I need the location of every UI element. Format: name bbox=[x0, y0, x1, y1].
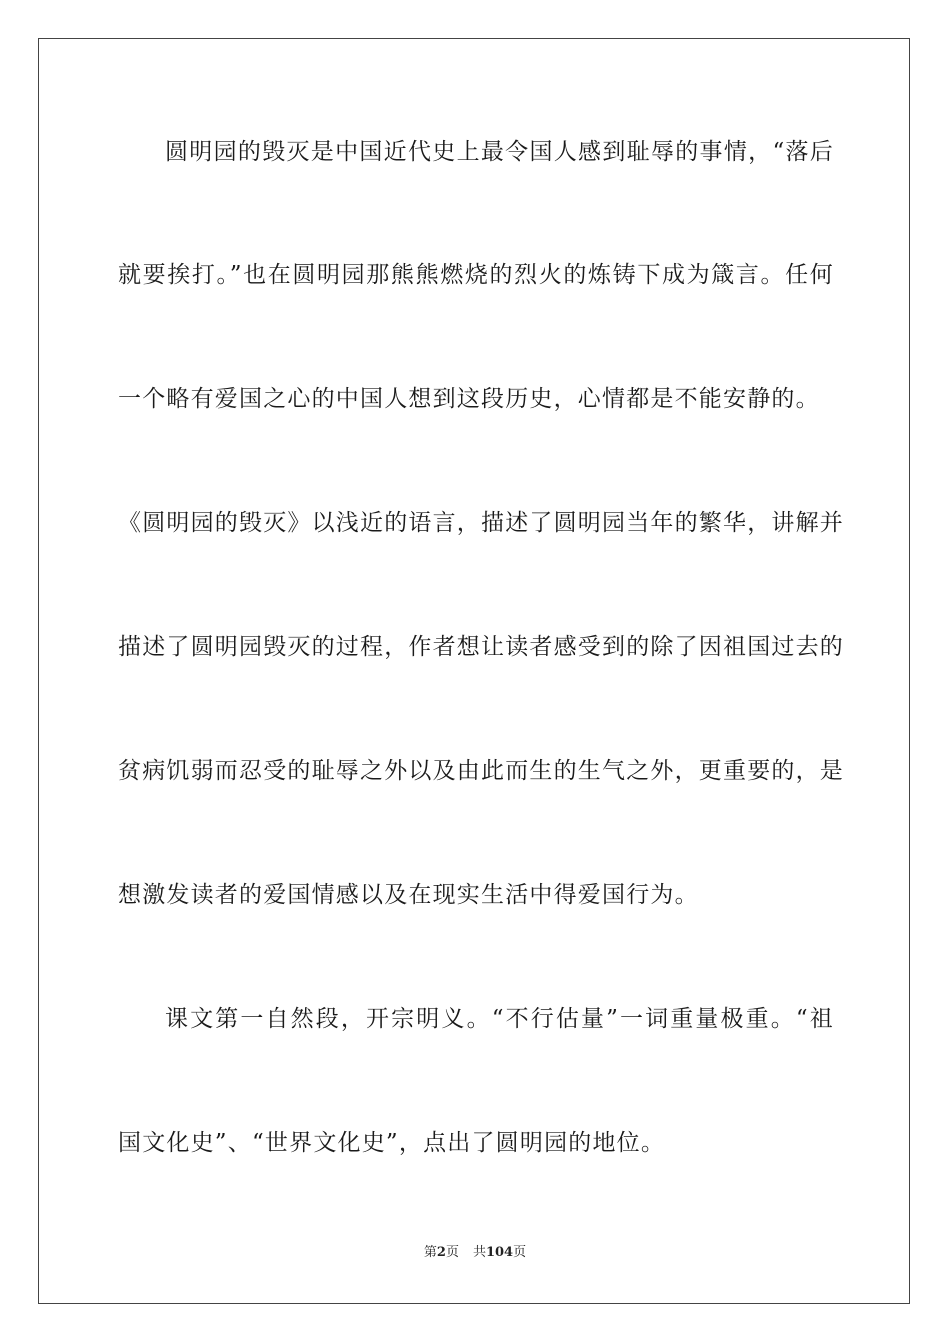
text-line: 国文化史”、“世界文化史”，点出了圆明园的地位。 bbox=[118, 1130, 666, 1156]
page-number: 2 bbox=[436, 1245, 446, 1260]
page-suffix: 页 bbox=[445, 1245, 459, 1260]
text-line: 课文第一自然段，开宗明义。“不行估量”一词重量极重。“祖 bbox=[165, 1006, 834, 1032]
text-line: 想激发读者的爱国情感以及在现实生活中得爱国行为。 bbox=[118, 882, 699, 908]
page-footer bbox=[0, 1244, 950, 1262]
total-pages: 104 bbox=[485, 1245, 514, 1260]
total-prefix: 共 bbox=[472, 1245, 486, 1260]
page-border bbox=[38, 38, 910, 1304]
text-line: 《圆明园的毁灭》以浅近的语言，描述了圆明园当年的繁华，讲解并 bbox=[118, 510, 844, 536]
text-line: 贫病饥弱而忍受的耻辱之外以及由此而生的生气之外，更重要的，是 bbox=[118, 758, 844, 784]
text-line: 描述了圆明园毁灭的过程，作者想让读者感受到的除了因祖国过去的 bbox=[118, 634, 844, 660]
page-prefix: 第 bbox=[423, 1245, 437, 1260]
text-line: 圆明园的毁灭是中国近代史上最令国人感到耻辱的事情，“落后 bbox=[165, 139, 834, 165]
text-line: 一个略有爱国之心的中国人想到这段历史，心情都是不能安静的。 bbox=[118, 386, 820, 412]
total-suffix: 页 bbox=[513, 1245, 527, 1260]
text-line: 就要挨打。”也在圆明园那熊熊燃烧的烈火的炼铸下成为箴言。任何 bbox=[118, 262, 834, 288]
